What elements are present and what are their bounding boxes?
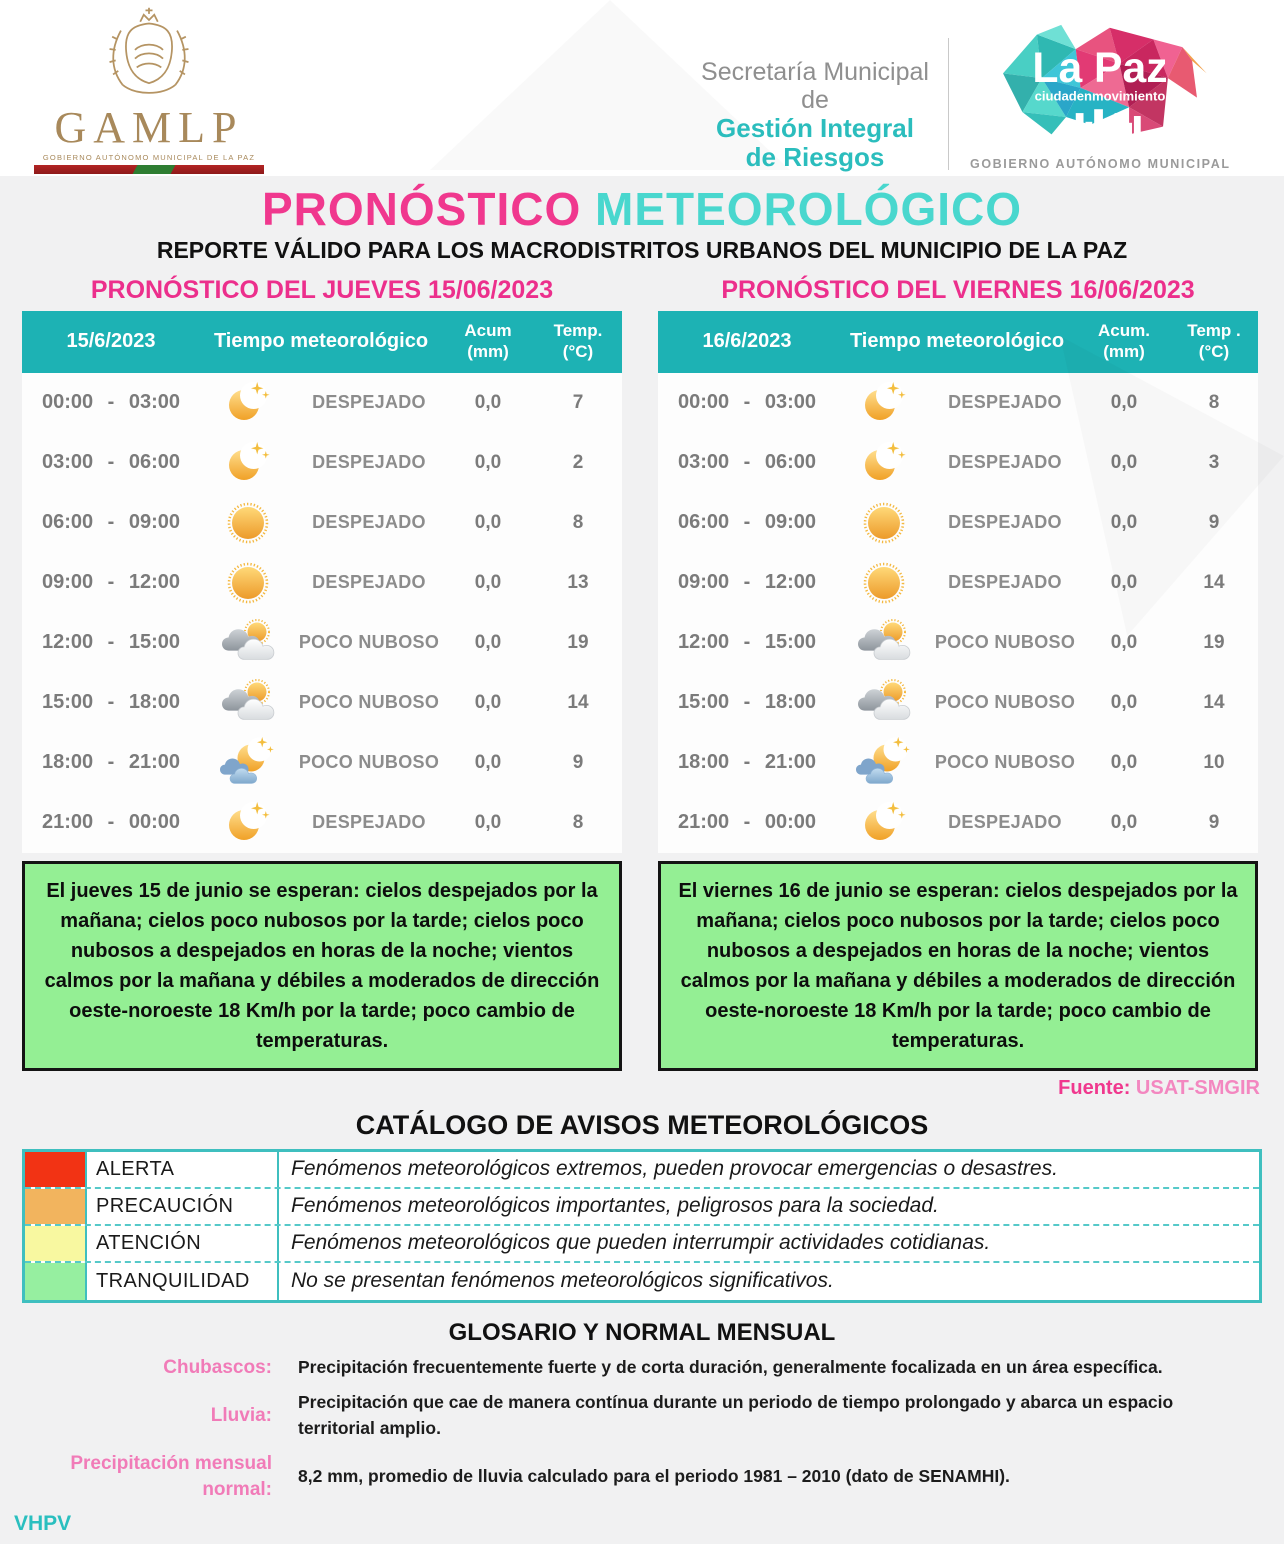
temperature-value: 3 bbox=[1208, 451, 1220, 473]
sun-clouds-icon bbox=[856, 678, 912, 728]
temperature-value: 8 bbox=[1208, 391, 1220, 413]
precipitation-value: 0,0 bbox=[1110, 811, 1138, 833]
precipitation-value: 0,0 bbox=[1110, 451, 1138, 473]
glossary-definition: Precipitación que cae de manera contínua durante un periodo de tiempo prolongado y abarca un espacio territorial amplio. bbox=[298, 1392, 1174, 1438]
sun-clouds-icon bbox=[856, 618, 912, 668]
weather-icon-cell bbox=[836, 499, 932, 547]
weather-icon-cell bbox=[200, 736, 296, 790]
precipitation-value: 0,0 bbox=[1110, 511, 1138, 533]
forecast-row bbox=[658, 793, 1258, 853]
source-line bbox=[0, 1071, 1284, 1100]
sun-clouds-icon bbox=[220, 678, 276, 728]
catalog-row bbox=[25, 1152, 1259, 1189]
weather-icon-cell bbox=[200, 559, 296, 607]
alert-level-description: Fenómenos meteorológicos que pueden interrumpir actividades cotidianas. bbox=[291, 1231, 991, 1255]
lapaz-subtitle: GOBIERNO AUTÓNOMO MUNICIPAL bbox=[970, 157, 1231, 171]
temperature-value: 13 bbox=[567, 571, 589, 593]
column-header-weather: Tiempo meteorológico bbox=[849, 330, 1065, 353]
glossary-title: GLOSARIO Y NORMAL MENSUAL bbox=[448, 1318, 836, 1346]
precipitation-value: 0,0 bbox=[1110, 571, 1138, 593]
moon-clouds-icon bbox=[220, 736, 276, 790]
alert-level-description: No se presentan fenómenos meteorológicos significativos. bbox=[291, 1269, 834, 1293]
column-header-temp: Temp . (°C) bbox=[1187, 321, 1241, 361]
weather-icon-cell bbox=[836, 678, 932, 728]
forecast-table-header bbox=[658, 311, 1258, 373]
forecast-row bbox=[22, 373, 622, 433]
weather-icon-cell bbox=[200, 378, 296, 428]
lapaz-logo bbox=[970, 20, 1230, 171]
time-range: 21:00 - 00:00 bbox=[41, 811, 181, 834]
page-subtitle: REPORTE VÁLIDO PARA LOS MACRODISTRITOS URBANOS DEL MUNICIPIO DE LA PAZ bbox=[156, 236, 1128, 263]
time-range: 18:00 - 21:00 bbox=[41, 751, 181, 774]
alert-level-swatch bbox=[25, 1152, 87, 1187]
weather-icon-cell bbox=[200, 499, 296, 547]
sun-icon bbox=[860, 559, 908, 607]
glossary-definition: 8,2 mm, promedio de lluvia calculado para el periodo 1981 – 2010 (dato de SENAMHI). bbox=[298, 1465, 1010, 1486]
glossary-definition: Precipitación frecuentemente fuerte y de corta duración, generalmente focalizada en un área específica. bbox=[298, 1356, 1163, 1377]
time-range: 00:00 - 03:00 bbox=[677, 391, 817, 414]
precipitation-value: 0,0 bbox=[1110, 691, 1138, 713]
report-header bbox=[0, 0, 1284, 176]
column-header-acum: Acum. (mm) bbox=[1098, 321, 1150, 361]
precipitation-value: 0,0 bbox=[474, 451, 502, 473]
catalog-row bbox=[25, 1263, 1259, 1300]
column-header-temp: Temp. (°C) bbox=[553, 321, 603, 361]
weather-icon-cell bbox=[200, 678, 296, 728]
forecast-title: PRONÓSTICO DEL JUEVES 15/06/2023 bbox=[90, 275, 554, 304]
moon-stars-icon bbox=[861, 438, 907, 488]
time-range: 18:00 - 21:00 bbox=[677, 751, 817, 774]
temperature-value: 9 bbox=[572, 751, 584, 773]
sun-icon bbox=[224, 499, 272, 547]
time-range: 12:00 - 15:00 bbox=[41, 631, 181, 654]
time-range: 12:00 - 15:00 bbox=[677, 631, 817, 654]
temperature-value: 19 bbox=[567, 631, 589, 653]
author-initials: VHPV bbox=[14, 1512, 72, 1536]
forecast-panel-jueves bbox=[22, 268, 622, 1071]
secretaria-line3: de Riesgos bbox=[745, 142, 885, 173]
temperature-value: 2 bbox=[572, 451, 584, 473]
weather-condition: DESPEJADO bbox=[948, 572, 1062, 593]
glossary-list bbox=[0, 1355, 1284, 1503]
weather-condition: DESPEJADO bbox=[312, 392, 426, 413]
alert-level-swatch bbox=[25, 1226, 87, 1261]
temperature-value: 8 bbox=[572, 511, 584, 533]
forecast-table bbox=[22, 311, 622, 853]
glossary-entry bbox=[20, 1390, 1248, 1441]
temperature-value: 8 bbox=[572, 811, 584, 833]
time-range: 03:00 - 06:00 bbox=[41, 451, 181, 474]
alert-level-description: Fenómenos meteorológicos extremos, pueden provocar emergencias o desastres. bbox=[291, 1157, 1058, 1181]
report-body bbox=[0, 176, 1284, 1544]
alert-level-label: ALERTA bbox=[87, 1152, 279, 1187]
temperature-value: 9 bbox=[1208, 811, 1220, 833]
alert-level-label: PRECAUCIÓN bbox=[87, 1189, 279, 1224]
temperature-value: 14 bbox=[1203, 691, 1225, 713]
forecast-row bbox=[22, 673, 622, 733]
temperature-value: 7 bbox=[572, 391, 584, 413]
moon-stars-icon bbox=[225, 378, 271, 428]
weather-icon-cell bbox=[200, 618, 296, 668]
catalog-title: CATÁLOGO DE AVISOS METEOROLÓGICOS bbox=[355, 1109, 929, 1140]
moon-clouds-icon bbox=[856, 736, 912, 790]
column-header-date: 16/6/2023 bbox=[702, 330, 792, 353]
time-range: 09:00 - 12:00 bbox=[41, 571, 181, 594]
temperature-value: 9 bbox=[1208, 511, 1220, 533]
temperature-value: 19 bbox=[1203, 631, 1225, 653]
forecast-row bbox=[658, 613, 1258, 673]
precipitation-value: 0,0 bbox=[1110, 751, 1138, 773]
forecast-summary: El viernes 16 de junio se esperan: cielos despejados por la mañana; cielos poco nubosos por la tarde; cielos poco nubosos a despejados en horas de la noche; vientos calmos por la mañana y débiles a moderados de dirección oeste-noroeste 18 Km/h por la tarde; poco cambio de temperaturas. bbox=[658, 861, 1258, 1071]
weather-condition: DESPEJADO bbox=[312, 812, 426, 833]
glossary-entry bbox=[20, 1355, 1248, 1381]
time-range: 15:00 - 18:00 bbox=[677, 691, 817, 714]
moon-stars-icon bbox=[225, 798, 271, 848]
glossary-entry bbox=[20, 1451, 1248, 1502]
page-title-part2: METEOROLÓGICO bbox=[581, 183, 1023, 235]
lapaz-title: La Paz bbox=[1032, 44, 1168, 93]
page-title bbox=[0, 184, 1284, 235]
forecast-row bbox=[22, 553, 622, 613]
column-header-acum: Acum (mm) bbox=[464, 321, 512, 361]
precipitation-value: 0,0 bbox=[474, 631, 502, 653]
forecast-title: PRONÓSTICO DEL VIERNES 16/06/2023 bbox=[721, 275, 1195, 304]
weather-condition: POCO NUBOSO bbox=[298, 692, 440, 713]
weather-condition: DESPEJADO bbox=[948, 452, 1062, 473]
weather-condition: DESPEJADO bbox=[312, 572, 426, 593]
catalog-table bbox=[22, 1149, 1262, 1303]
weather-condition: DESPEJADO bbox=[312, 452, 426, 473]
weather-icon-cell bbox=[836, 559, 932, 607]
gamlp-logo bbox=[34, 6, 264, 174]
weather-condition: DESPEJADO bbox=[948, 392, 1062, 413]
precipitation-value: 0,0 bbox=[1110, 631, 1138, 653]
forecast-row bbox=[22, 433, 622, 493]
time-range: 06:00 - 09:00 bbox=[41, 511, 181, 534]
weather-icon-cell bbox=[836, 378, 932, 428]
catalog-row bbox=[25, 1189, 1259, 1226]
forecast-table-body bbox=[22, 373, 622, 853]
time-range: 15:00 - 18:00 bbox=[41, 691, 181, 714]
weather-condition: DESPEJADO bbox=[948, 512, 1062, 533]
forecast-row bbox=[22, 733, 622, 793]
gamlp-acronym: GAMLP bbox=[54, 103, 244, 152]
sun-clouds-icon bbox=[220, 618, 276, 668]
gamlp-crest-icon bbox=[96, 6, 202, 106]
forecast-row bbox=[22, 493, 622, 553]
gamlp-subtitle: GOBIERNO AUTÓNOMO MUNICIPAL DE LA PAZ bbox=[42, 153, 256, 162]
forecast-summary: El jueves 15 de junio se esperan: cielos despejados por la mañana; cielos poco nubosos por la tarde; cielos poco nubosos a despejados en horas de la noche; vientos calmos por la mañana y débiles a moderados de dirección oeste-noroeste 18 Km/h por la tarde; poco cambio de temperaturas. bbox=[22, 861, 622, 1071]
forecast-panel-viernes bbox=[658, 268, 1258, 1071]
glossary-term: Precipitación mensual normal: bbox=[70, 1452, 272, 1500]
column-header-date: 15/6/2023 bbox=[66, 330, 156, 353]
weather-icon-cell bbox=[200, 438, 296, 488]
alert-level-swatch bbox=[25, 1189, 87, 1224]
secretaria-line2: Gestión Integral bbox=[716, 113, 914, 143]
alert-level-swatch bbox=[25, 1263, 87, 1300]
precipitation-value: 0,0 bbox=[1110, 391, 1138, 413]
source-label: Fuente: bbox=[1058, 1076, 1131, 1099]
glossary-term: Lluvia: bbox=[210, 1404, 272, 1426]
precipitation-value: 0,0 bbox=[474, 751, 502, 773]
temperature-value: 10 bbox=[1203, 751, 1225, 773]
weather-icon-cell bbox=[836, 798, 932, 848]
precipitation-value: 0,0 bbox=[474, 571, 502, 593]
forecast-row bbox=[658, 733, 1258, 793]
secretaria-block bbox=[700, 58, 930, 172]
lapaz-mosaic-icon bbox=[980, 20, 1220, 148]
source-value: USAT-SMGIR bbox=[1130, 1076, 1260, 1099]
gamlp-ribbon bbox=[34, 165, 264, 174]
sun-icon bbox=[224, 559, 272, 607]
precipitation-value: 0,0 bbox=[474, 811, 502, 833]
temperature-value: 14 bbox=[567, 691, 589, 713]
forecast-row bbox=[22, 613, 622, 673]
page-title-part1: PRONÓSTICO bbox=[261, 183, 582, 235]
sun-icon bbox=[860, 499, 908, 547]
time-range: 03:00 - 06:00 bbox=[677, 451, 817, 474]
time-range: 00:00 - 03:00 bbox=[41, 391, 181, 414]
catalog-row bbox=[25, 1226, 1259, 1263]
weather-icon-cell bbox=[836, 736, 932, 790]
alert-level-label: ATENCIÓN bbox=[87, 1226, 279, 1261]
forecast-table-header bbox=[22, 311, 622, 373]
weather-condition: DESPEJADO bbox=[948, 812, 1062, 833]
moon-stars-icon bbox=[225, 438, 271, 488]
alert-level-description: Fenómenos meteorológicos importantes, peligrosos para la sociedad. bbox=[291, 1194, 939, 1218]
glossary-term: Chubascos: bbox=[163, 1356, 272, 1378]
forecast-row bbox=[658, 673, 1258, 733]
lapaz-tagline: ciudadenmovimiento bbox=[1034, 88, 1166, 104]
column-header-weather: Tiempo meteorológico bbox=[213, 330, 429, 353]
weather-condition: POCO NUBOSO bbox=[298, 752, 440, 773]
weather-condition: POCO NUBOSO bbox=[934, 632, 1076, 653]
weather-condition: POCO NUBOSO bbox=[298, 632, 440, 653]
weather-condition: POCO NUBOSO bbox=[934, 692, 1076, 713]
weather-icon-cell bbox=[200, 798, 296, 848]
moon-stars-icon bbox=[861, 798, 907, 848]
forecast-row bbox=[22, 793, 622, 853]
moon-stars-icon bbox=[861, 378, 907, 428]
time-range: 21:00 - 00:00 bbox=[677, 811, 817, 834]
precipitation-value: 0,0 bbox=[474, 511, 502, 533]
weather-condition: DESPEJADO bbox=[312, 512, 426, 533]
weather-icon-cell bbox=[836, 618, 932, 668]
temperature-value: 14 bbox=[1203, 571, 1225, 593]
time-range: 06:00 - 09:00 bbox=[677, 511, 817, 534]
alert-level-label: TRANQUILIDAD bbox=[87, 1263, 279, 1300]
time-range: 09:00 - 12:00 bbox=[677, 571, 817, 594]
precipitation-value: 0,0 bbox=[474, 391, 502, 413]
secretaria-line1: Secretaría Municipal de bbox=[701, 58, 929, 114]
weather-condition: POCO NUBOSO bbox=[934, 752, 1076, 773]
weather-icon-cell bbox=[836, 438, 932, 488]
precipitation-value: 0,0 bbox=[474, 691, 502, 713]
header-divider bbox=[948, 38, 949, 170]
